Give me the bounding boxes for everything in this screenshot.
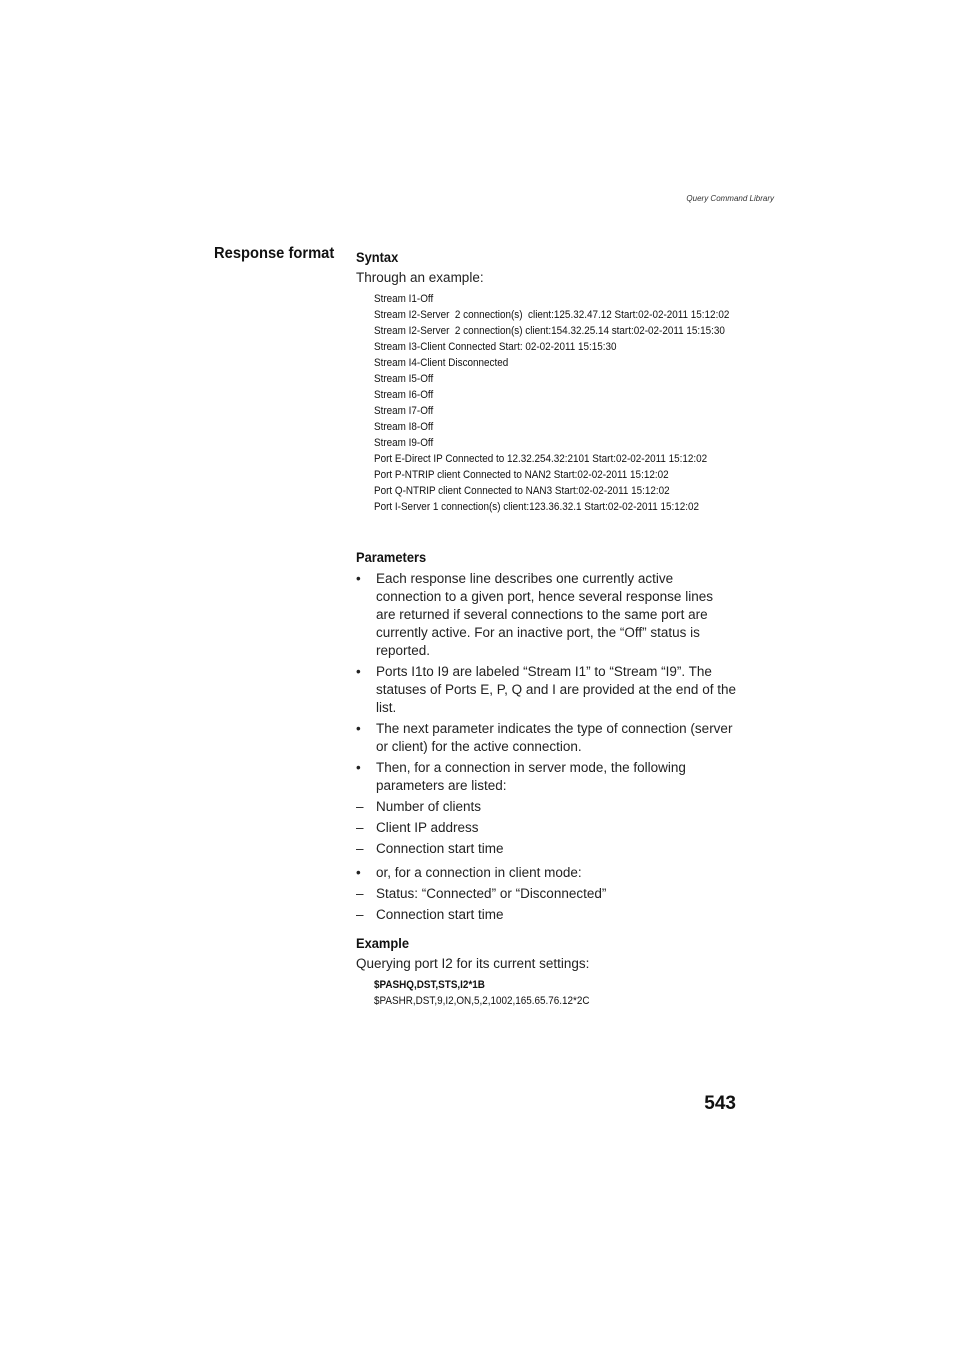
server-params-list [356,798,736,858]
syntax-line: Stream I2-Server 2 connection(s) client:154.32.25.14 start:02-02-2011 15:15:30 [374,325,725,337]
parameter-bullet: • Ports I1to I9 are labeled “Stream I1” to “Stream “I9”. The statuses of Ports E, P, Q and I are provided at the end of the list. [356,663,736,717]
client-mode-list [356,864,736,882]
syntax-line: Port E-Direct IP Connected to 12.32.254.32:2101 Start:02-02-2011 15:12:02 [374,453,708,465]
main-content [356,248,736,1009]
parameter-bullet: • Then, for a connection in server mode, the following parameters are listed: [356,759,736,795]
syntax-line: Stream I5-Off [374,373,434,385]
parameters-heading: Parameters [356,549,427,565]
syntax-line: Port I-Server 1 connection(s) client:123.36.32.1 Start:02-02-2011 15:12:02 [374,501,700,513]
syntax-line: Stream I3-Client Connected Start: 02-02-2011 15:15:30 [374,341,617,353]
parameter-bullet: • The next parameter indicates the type of connection (server or client) for the active connection. [356,720,736,756]
example-response: $PASHR,DST,9,I2,ON,5,2,1002,165.65.76.12*2C [374,995,590,1007]
syntax-line: Stream I9-Off [374,437,434,449]
syntax-intro: Through an example: [356,270,484,285]
example-heading: Example [356,935,409,951]
parameters-list [356,570,736,795]
client-param-item: – Status: “Connected” or “Disconnected” [356,885,736,903]
syntax-line: Stream I1-Off [374,293,434,305]
syntax-example-block [374,291,736,515]
server-param-item: – Connection start time [356,840,736,858]
client-params-list [356,885,736,924]
server-param-item: – Client IP address [356,819,736,837]
parameter-bullet: • or, for a connection in client mode: [356,864,736,882]
parameter-bullet: • Each response line describes one currently active connection to a given port, hence several response lines are returned if several connections to the same port are currently active. For an inactive port, the “Off” status is reported. [356,570,736,660]
syntax-line: Stream I2-Server 2 connection(s) client:125.32.47.12 Start:02-02-2011 15:12:02 [374,309,730,321]
running-header: Query Command Library [686,194,774,203]
example-intro: Querying port I2 for its current settings: [356,956,590,971]
server-param-item: – Number of clients [356,798,736,816]
syntax-line: Stream I7-Off [374,405,434,417]
page-number: 543 [704,1093,736,1114]
section-heading: Response format [214,245,335,262]
syntax-line: Stream I4-Client Disconnected [374,357,509,369]
syntax-line: Port P-NTRIP client Connected to NAN2 Start:02-02-2011 15:12:02 [374,469,669,481]
syntax-line: Stream I8-Off [374,421,434,433]
client-param-item: – Connection start time [356,906,736,924]
example-code-block [374,977,736,1009]
syntax-heading: Syntax [356,249,399,265]
syntax-line: Port Q-NTRIP client Connected to NAN3 Start:02-02-2011 15:12:02 [374,485,670,497]
example-command: $PASHQ,DST,STS,I2*1B [374,979,485,991]
syntax-line: Stream I6-Off [374,389,434,401]
